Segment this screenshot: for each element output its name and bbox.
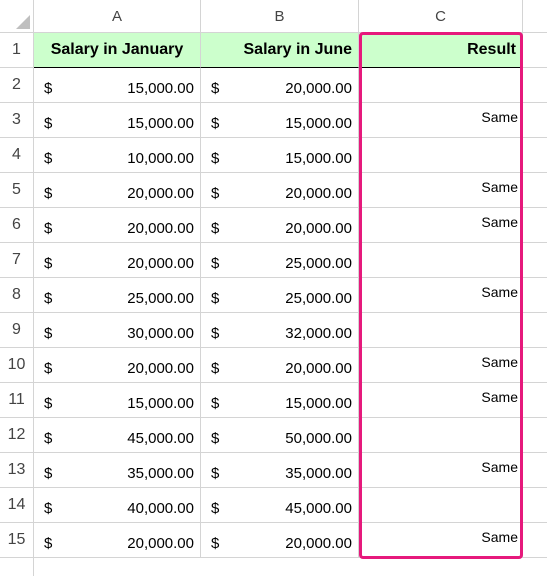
amount-value: 40,000.00 (127, 500, 194, 517)
amount-value: 25,000.00 (285, 255, 352, 272)
result-cell[interactable] (359, 243, 523, 278)
row-header-14[interactable]: 14 (0, 488, 34, 523)
amount-value: 35,000.00 (285, 465, 352, 482)
salary-cell-b[interactable] (201, 418, 359, 453)
header-cell-result[interactable]: Result (359, 33, 523, 68)
result-value: Same (481, 284, 518, 300)
column-header-d[interactable] (523, 0, 547, 33)
currency-symbol: $ (211, 290, 220, 307)
result-value: Same (481, 389, 518, 405)
amount-value: 15,000.00 (285, 150, 352, 167)
amount-value: 45,000.00 (127, 430, 194, 447)
result-cell[interactable] (359, 488, 523, 523)
salary-cell-a[interactable] (34, 138, 201, 173)
amount-value: 30,000.00 (127, 325, 194, 342)
salary-cell-b[interactable] (201, 103, 359, 138)
amount-value: 20,000.00 (285, 80, 352, 97)
result-cell[interactable] (359, 348, 523, 383)
result-cell[interactable] (359, 138, 523, 173)
currency-symbol: $ (211, 360, 220, 377)
currency-symbol: $ (44, 395, 53, 412)
empty-cell-d[interactable] (523, 68, 547, 103)
salary-cell-b[interactable] (201, 523, 359, 558)
currency-symbol: $ (44, 220, 53, 237)
result-cell[interactable] (359, 208, 523, 243)
result-cell[interactable] (359, 383, 523, 418)
currency-symbol: $ (44, 325, 53, 342)
result-value: Same (481, 459, 518, 475)
currency-symbol: $ (44, 150, 53, 167)
amount-value: 20,000.00 (285, 535, 352, 552)
empty-cell-d[interactable] (523, 173, 547, 208)
salary-cell-b[interactable] (201, 453, 359, 488)
row-header-3[interactable]: 3 (0, 103, 34, 138)
salary-cell-a[interactable] (34, 348, 201, 383)
amount-value: 20,000.00 (127, 360, 194, 377)
amount-value: 20,000.00 (127, 255, 194, 272)
column-header-a[interactable]: A (34, 0, 201, 33)
cell-d1[interactable] (523, 33, 547, 68)
empty-cell-d[interactable] (523, 243, 547, 278)
result-cell[interactable] (359, 313, 523, 348)
row-header-9[interactable]: 9 (0, 313, 34, 348)
salary-cell-a[interactable] (34, 208, 201, 243)
empty-cell-d[interactable] (523, 488, 547, 523)
select-all-corner[interactable] (0, 0, 34, 33)
amount-value: 20,000.00 (127, 535, 194, 552)
amount-value: 32,000.00 (285, 325, 352, 342)
amount-value: 20,000.00 (285, 360, 352, 377)
currency-symbol: $ (211, 430, 220, 447)
empty-cell-d[interactable] (523, 103, 547, 138)
header-cell-salary-june[interactable]: Salary in June (201, 33, 359, 68)
result-cell[interactable] (359, 103, 523, 138)
salary-cell-b[interactable] (201, 383, 359, 418)
row-header-16[interactable] (0, 558, 34, 576)
salary-cell-b[interactable] (201, 488, 359, 523)
amount-value: 25,000.00 (285, 290, 352, 307)
row-header-7[interactable]: 7 (0, 243, 34, 278)
result-cell[interactable] (359, 418, 523, 453)
result-value: Same (481, 109, 518, 125)
empty-cell-d[interactable] (523, 138, 547, 173)
amount-value: 20,000.00 (285, 185, 352, 202)
empty-cell-d[interactable] (523, 313, 547, 348)
salary-cell-a[interactable] (34, 173, 201, 208)
result-value: Same (481, 214, 518, 230)
row-header-10[interactable]: 10 (0, 348, 34, 383)
currency-symbol: $ (211, 255, 220, 272)
empty-cell-d[interactable] (523, 523, 547, 558)
amount-value: 15,000.00 (127, 115, 194, 132)
salary-cell-a[interactable] (34, 243, 201, 278)
amount-value: 15,000.00 (285, 115, 352, 132)
currency-symbol: $ (44, 430, 53, 447)
salary-cell-b[interactable] (201, 278, 359, 313)
currency-symbol: $ (44, 255, 53, 272)
salary-cell-b[interactable] (201, 68, 359, 103)
amount-value: 50,000.00 (285, 430, 352, 447)
currency-symbol: $ (44, 500, 53, 517)
result-value: Same (481, 354, 518, 370)
currency-symbol: $ (211, 395, 220, 412)
result-value: Same (481, 179, 518, 195)
amount-value: 25,000.00 (127, 290, 194, 307)
currency-symbol: $ (211, 325, 220, 342)
result-cell[interactable] (359, 173, 523, 208)
row-header-1[interactable]: 1 (0, 33, 34, 68)
amount-value: 35,000.00 (127, 465, 194, 482)
salary-cell-b[interactable] (201, 243, 359, 278)
currency-symbol: $ (211, 115, 220, 132)
currency-symbol: $ (211, 185, 220, 202)
salary-cell-b[interactable] (201, 313, 359, 348)
currency-symbol: $ (211, 465, 220, 482)
row-header-8[interactable]: 8 (0, 278, 34, 313)
amount-value: 20,000.00 (127, 185, 194, 202)
empty-cell-d[interactable] (523, 383, 547, 418)
empty-cell-d[interactable] (523, 418, 547, 453)
currency-symbol: $ (211, 535, 220, 552)
empty-cell-d[interactable] (523, 278, 547, 313)
salary-cell-b[interactable] (201, 173, 359, 208)
row-header-2[interactable]: 2 (0, 68, 34, 103)
currency-symbol: $ (44, 360, 53, 377)
salary-cell-a[interactable] (34, 68, 201, 103)
salary-cell-a[interactable] (34, 418, 201, 453)
result-cell[interactable] (359, 453, 523, 488)
column-header-c[interactable]: C (359, 0, 523, 33)
currency-symbol: $ (211, 150, 220, 167)
currency-symbol: $ (44, 115, 53, 132)
salary-cell-b[interactable] (201, 138, 359, 173)
column-header-b[interactable]: B (201, 0, 359, 33)
amount-value: 15,000.00 (127, 80, 194, 97)
currency-symbol: $ (44, 465, 53, 482)
amount-value: 15,000.00 (127, 395, 194, 412)
salary-cell-a[interactable] (34, 453, 201, 488)
currency-symbol: $ (211, 500, 220, 517)
header-cell-salary-january[interactable]: Salary in January (34, 33, 201, 68)
amount-value: 20,000.00 (285, 220, 352, 237)
currency-symbol: $ (211, 220, 220, 237)
currency-symbol: $ (44, 80, 53, 97)
result-cell[interactable] (359, 523, 523, 558)
result-cell[interactable] (359, 68, 523, 103)
salary-cell-b[interactable] (201, 348, 359, 383)
currency-symbol: $ (44, 185, 53, 202)
row-header-13[interactable]: 13 (0, 453, 34, 488)
amount-value: 10,000.00 (127, 150, 194, 167)
empty-cell-d[interactable] (523, 208, 547, 243)
empty-cell-d[interactable] (523, 453, 547, 488)
salary-cell-a[interactable] (34, 313, 201, 348)
currency-symbol: $ (44, 535, 53, 552)
salary-cell-a[interactable] (34, 278, 201, 313)
salary-cell-a[interactable] (34, 523, 201, 558)
salary-cell-a[interactable] (34, 488, 201, 523)
row-header-4[interactable]: 4 (0, 138, 34, 173)
empty-cell-d[interactable] (523, 348, 547, 383)
row-header-15[interactable]: 15 (0, 523, 34, 558)
result-value: Same (481, 529, 518, 545)
row-header-11[interactable]: 11 (0, 383, 34, 418)
salary-cell-a[interactable] (34, 383, 201, 418)
row-header-5[interactable]: 5 (0, 173, 34, 208)
row-header-6[interactable]: 6 (0, 208, 34, 243)
row-header-12[interactable]: 12 (0, 418, 34, 453)
currency-symbol: $ (211, 80, 220, 97)
result-cell[interactable] (359, 278, 523, 313)
currency-symbol: $ (44, 290, 53, 307)
amount-value: 20,000.00 (127, 220, 194, 237)
salary-cell-b[interactable] (201, 208, 359, 243)
salary-cell-a[interactable] (34, 103, 201, 138)
amount-value: 45,000.00 (285, 500, 352, 517)
amount-value: 15,000.00 (285, 395, 352, 412)
